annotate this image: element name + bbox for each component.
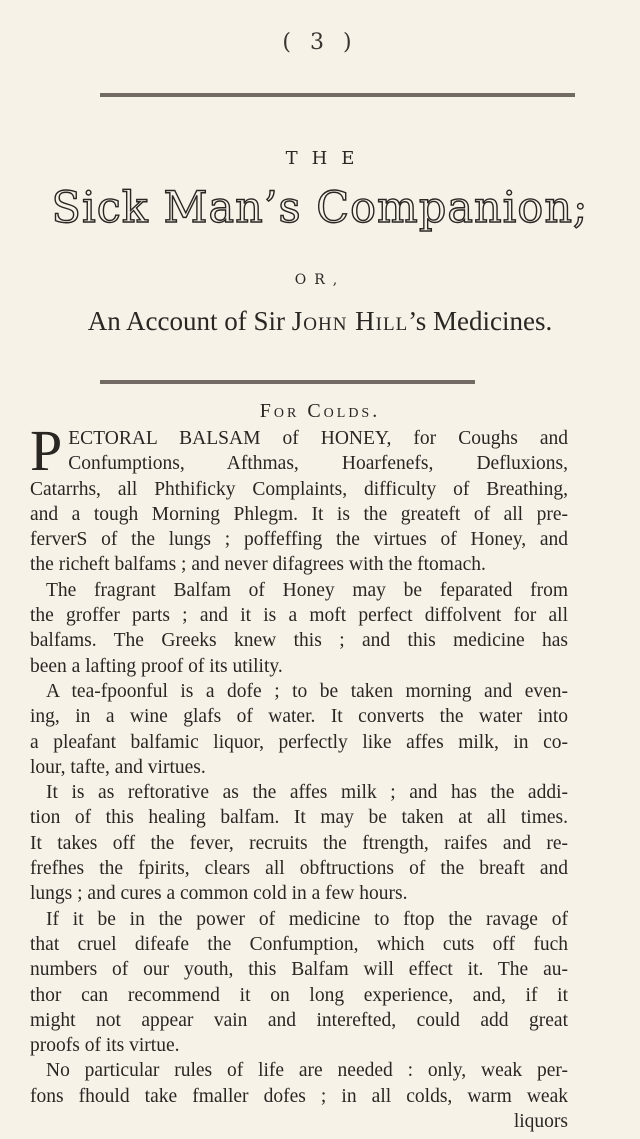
subtitle-prefix: An Account of Sir — [87, 306, 286, 336]
text-line: balfams. The Greeks knew this ; and this medicine has — [30, 630, 568, 652]
text-line: It takes off the fever, recruits the ftrength, raifes and re- — [30, 832, 568, 854]
text-line: ing, in a wine glafs of water. It converts the water into — [30, 706, 568, 728]
top-rule — [100, 93, 575, 97]
text-line: a pleafant balfamic liquor, perfectly like affes milk, in co- — [30, 731, 568, 753]
text-line: A tea-fpoonful is a dofe ; to be taken morning and even- — [46, 680, 568, 702]
subtitle-suffix: ’s Medicines. — [408, 306, 553, 336]
text-line: that cruel difeafe the Confumption, which cuts off fuch — [30, 933, 568, 955]
text-line: lungs ; and cures a common cold in a few hours. — [30, 883, 408, 905]
drop-cap: P — [30, 418, 63, 483]
section-heading: For Colds. — [259, 400, 381, 422]
text-line: It is as reftorative as the affes milk ; and has the addi- — [46, 782, 568, 804]
text-line: ECTORAL BALSAM of HONEY, for Coughs and — [68, 428, 568, 449]
text-line: the groffer parts ; and it is a moft perfect diffolvent for all — [30, 605, 568, 627]
text-line: proofs of its virtue. — [30, 1035, 180, 1057]
text-line: Catarrhs, all Phthificky Complaints, difficulty of Breathing, — [30, 478, 568, 500]
text-line: frefhes the fpirits, clears all obftructions of the breaft and — [30, 858, 568, 880]
subtitle — [0, 306, 640, 337]
text-line: been a lafting proof of its utility. — [30, 655, 283, 677]
text-line: might not appear vain and interefted, could add great — [30, 1009, 568, 1031]
header-word: THE — [285, 148, 369, 169]
text-line: fons fhould take fmaller dofes ; in all colds, warm weak — [30, 1085, 568, 1107]
text-line: No particular rules of life are needed : only, weak per- — [46, 1060, 568, 1082]
text-line: lour, tafte, and virtues. — [30, 756, 206, 778]
or-word: OR, — [294, 272, 346, 288]
text-line: the richeft balfams ; and never difagrees with the ftomach. — [30, 554, 486, 576]
subtitle-name: John Hill — [291, 306, 409, 336]
text-line: and a tough Morning Phlegm. It is the greateft of all pre- — [30, 503, 568, 525]
text-line: tion of this healing balfam. It may be taken at all times. — [30, 807, 568, 829]
text-line: If it be in the power of medicine to ftop the ravage of — [46, 908, 568, 930]
body-text — [30, 418, 568, 1134]
text-line: thor can recommend it on long experience, and, if it — [30, 984, 568, 1006]
page-number: ( 3 ) — [282, 30, 358, 55]
text-line: The fragrant Balfam of Honey may be feparated from — [46, 579, 568, 601]
section-rule — [100, 380, 475, 384]
page-title: Sick Man’s Companion; — [51, 183, 589, 233]
text-line: ferverS of the lungs ; poffeffing the virtues of Honey, and — [30, 529, 568, 551]
catchword: liquors — [513, 1111, 568, 1133]
text-line: numbers of our youth, this Balfam will effect it. The au- — [30, 959, 568, 981]
text-line: Confumptions, Afthmas, Hoarfenefs, Defluxions, — [68, 453, 568, 475]
